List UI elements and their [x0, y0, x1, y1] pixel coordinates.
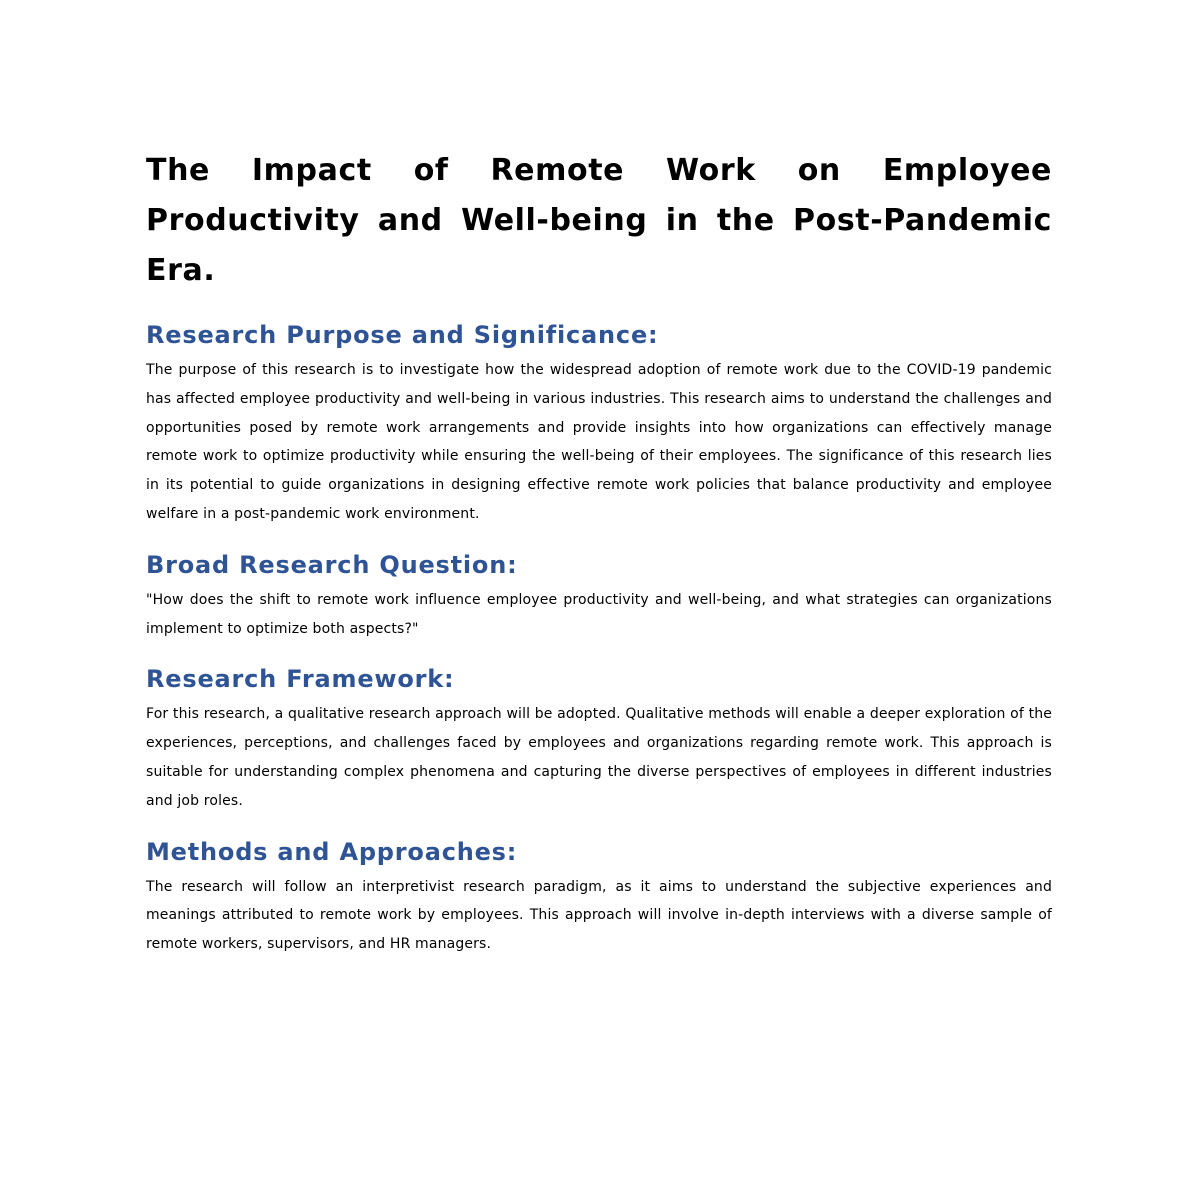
- document-title: The Impact of Remote Work on Employee Productivity and Well-being in the Post-Pandemic Era.: [146, 153, 1052, 288]
- section-heading: Broad Research Question:: [146, 550, 518, 579]
- section-body: The purpose of this research is to investigate how the widespread adoption of remote work due to the COVID-19 pandemic has affected employee productivity and well-being in various industries. This research aims to understand the challenges and opportunities posed by remote work arrangements and provide insights into how organizations can effectively manage remote work to optimize productivity while ensuring the well-being of their employees. The significance of this research lies in its potential to guide organizations in designing effective remote work policies that balance productivity and employee welfare in a post-pandemic work environment.: [146, 362, 1052, 522]
- section-research-purpose: [146, 320, 1052, 529]
- section-research-framework: [146, 664, 1052, 815]
- document-page: [146, 146, 1052, 959]
- section-body: "How does the shift to remote work influence employee productivity and well-being, and what strategies can organizations implement to optimize both aspects?": [146, 591, 1052, 637]
- section-research-question: [146, 550, 1052, 644]
- section-body: The research will follow an interpretivist research paradigm, as it aims to understand the subjective experiences and meanings attributed to remote work by employees. This approach will involve in-depth interviews with a diverse sample of remote workers, supervisors, and HR managers.: [146, 878, 1052, 953]
- section-body: For this research, a qualitative research approach will be adopted. Qualitative methods will enable a deeper exploration of the experiences, perceptions, and challenges faced by employees and organizations regarding remote work. This approach is suitable for understanding complex phenomena and capturing the diverse perspectives of employees in different industries and job roles.: [146, 706, 1052, 809]
- section-heading: Research Framework:: [146, 665, 455, 694]
- section-methods-approaches: [146, 837, 1052, 959]
- section-heading: Methods and Approaches:: [146, 837, 518, 866]
- section-heading: Research Purpose and Significance:: [146, 321, 659, 349]
